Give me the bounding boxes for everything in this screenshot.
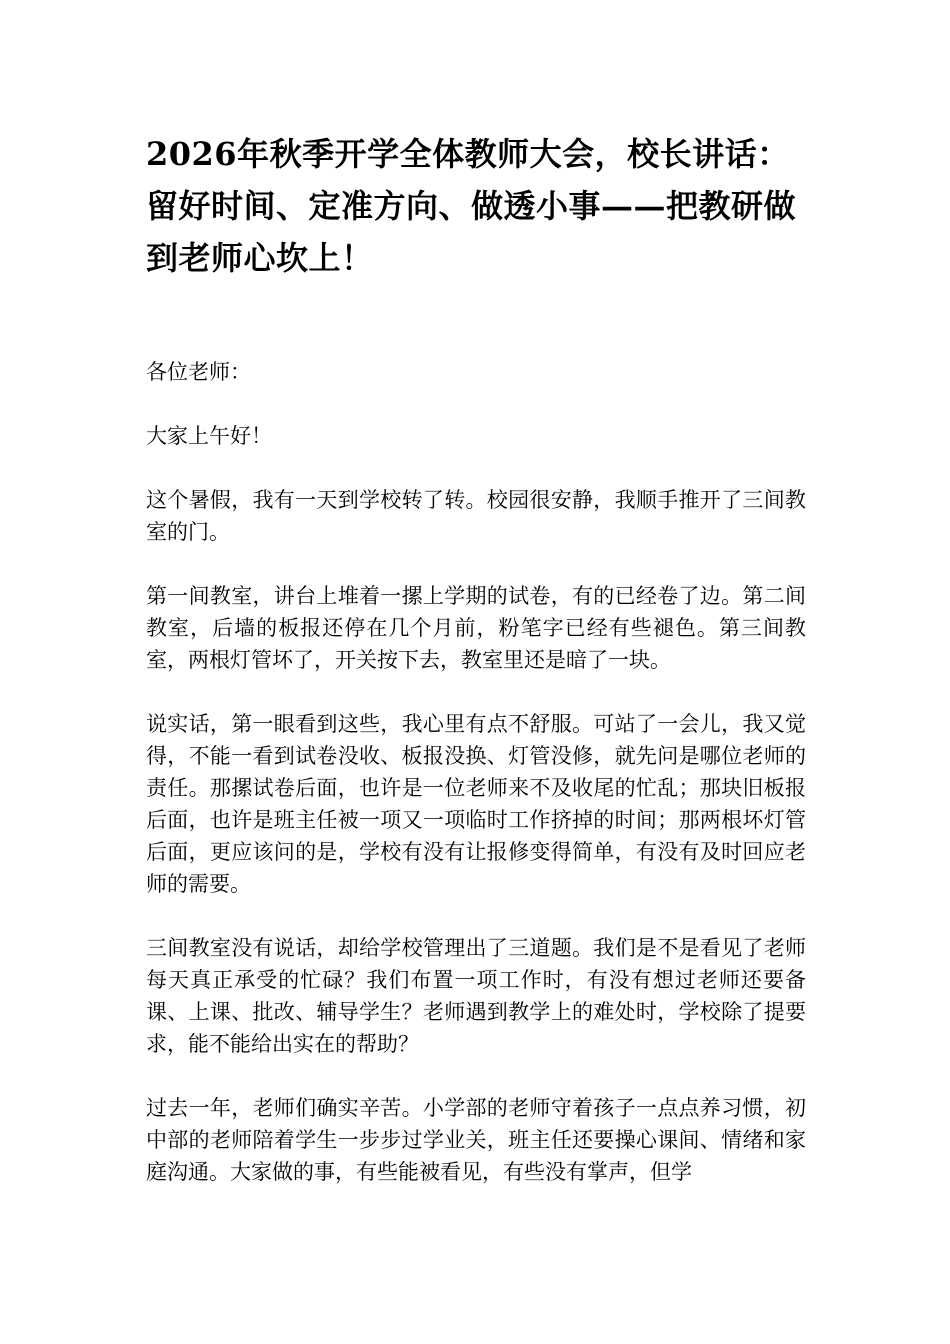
paragraph: 这个暑假，我有一天到学校转了转。校园很安静，我顺手推开了三间教室的门。 bbox=[146, 488, 806, 544]
paragraph: 说实话，第一眼看到这些，我心里有点不舒服。可站了一会儿，我又觉得，不能一看到试卷没收、板报没换、灯管没修，就先问是哪位老师的责任。那摞试卷后面，也许是一位老师来不及收尾的忙乱；那块旧板报后面，也许是班主任被一项又一项临时工作挤掉的时间；那两根坏灯管后面，更应该问的是，学校有没有让报修变得简单，有没有及时回应老师的需要。 bbox=[146, 712, 806, 896]
document-title: 2026年秋季开学全体教师大会，校长讲话：留好时间、定准方向、做透小事——把教研做到老师心坎上！ bbox=[146, 135, 797, 277]
paragraph: 第一间教室，讲台上堆着一摞上学期的试卷，有的已经卷了边。第二间教室，后墙的板报还停在几个月前，粉笔字已经有些褪色。第三间教室，两根灯管坏了，开关按下去，教室里还是暗了一块。 bbox=[146, 584, 806, 672]
paragraph: 三间教室没有说话，却给学校管理出了三道题。我们是不是看见了老师每天真正承受的忙碌？我们布置一项工作时，有没有想过老师还要备课、上课、批改、辅导学生？老师遇到教学上的难处时，学校除了提要求，能不能给出实在的帮助？ bbox=[146, 936, 806, 1056]
paragraph-greeting: 各位老师： bbox=[146, 360, 251, 384]
paragraph: 过去一年，老师们确实辛苦。小学部的老师守着孩子一点点养习惯，初中部的老师陪着学生一步步过学业关，班主任还要操心课间、情绪和家庭沟通。大家做的事，有些能被看见，有些没有掌声，但学 bbox=[146, 1096, 806, 1184]
paragraph-salutation: 大家上午好！ bbox=[146, 424, 272, 448]
document-page bbox=[146, 128, 806, 1220]
